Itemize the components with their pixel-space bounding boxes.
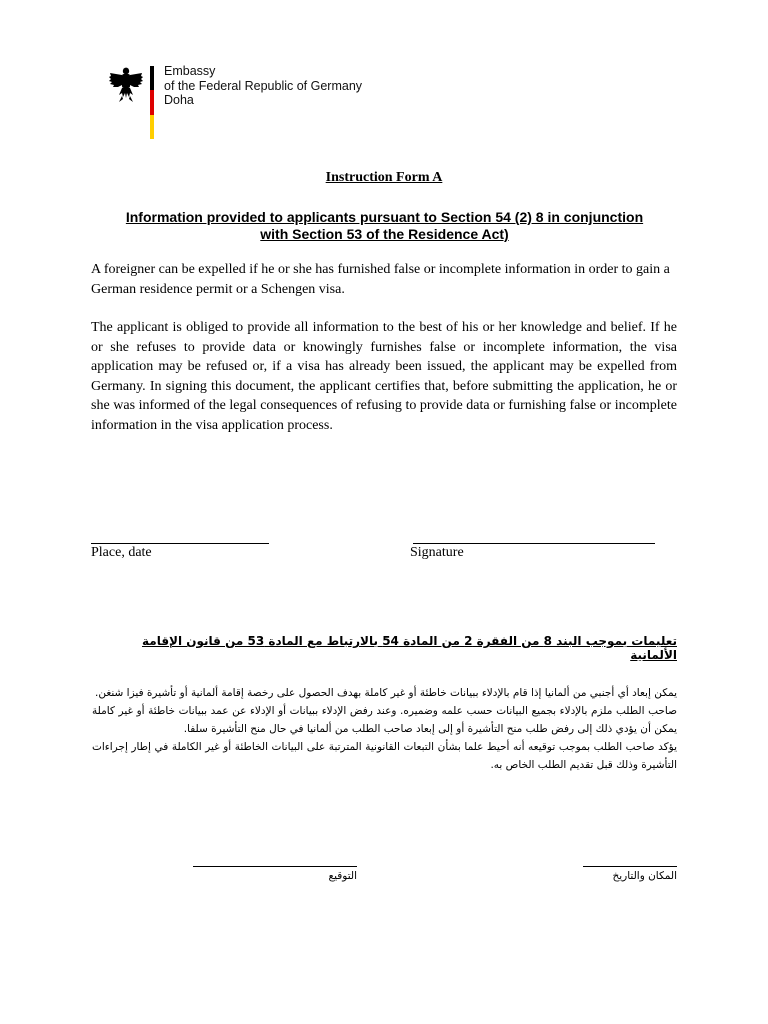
german-flag-bar	[150, 66, 154, 139]
arabic-paragraph: يمكن إبعاد أي أجنبي من ألمانيا إذا قام بالإدلاء ببيانات خاطئة أو غير كاملة بهدف الحصول على رخصة إقامة ألمانية أو تأشيرة فيزا شنغن.	[94, 687, 677, 699]
embassy-line: Doha	[164, 93, 194, 107]
arabic-body	[92, 684, 677, 774]
signature-line	[413, 543, 655, 544]
info-heading-line: with Section 53 of the Residence Act)	[260, 226, 509, 242]
embassy-name	[164, 64, 362, 108]
arabic-place-date-line	[583, 866, 677, 867]
flag-stripe-gold	[150, 115, 154, 139]
place-date-line	[91, 543, 269, 544]
arabic-paragraph: يؤكد صاحب الطلب بموجب توقيعه أنه أحيط علما بشأن التبعات القانونية المترتبة على البيانات الخاطئة أو غير الكاملة في إطار إجراءات التأشيرة وذلك قبل تقديم الطلب الخاص به.	[92, 741, 677, 771]
flag-stripe-black	[150, 66, 154, 90]
arabic-signature-label: التوقيع	[328, 870, 357, 882]
arabic-paragraph: صاحب الطلب ملزم بالإدلاء بجميع البيانات حسب علمه وضميره. وعند رفض الإدلاء ببيانات أو الإدلاء عن عمد ببيانات خاطئة أو غير كاملة يمكن أن يؤدي ذلك إلى رفض طلب منح التأشيرة أو إلى إبعاد صاحب الطلب من ألمانيا في حال منح التأشيرة سلفا.	[92, 705, 677, 735]
signature-label: Signature	[410, 545, 464, 560]
form-title: Instruction Form A	[325, 170, 443, 185]
info-heading-line: Information provided to applicants pursuant to Section 54 (2) 8 in conjunction	[125, 209, 644, 225]
paragraph-applicant-obligation: The applicant is obliged to provide all information to the best of his or her knowledge and belief. If he or she refuses to provide data or knowingly furnishes false or incomplete information, the visa application may be refused or, if a visa has already been issued, the applicant may be expelled from Germany. In signing this document, the applicant certifies that, before submitting the application, he or she was informed of the legal consequences of refusing to provide data or furnishing false or incomplete information in the visa application process.	[91, 320, 677, 433]
flag-stripe-red	[150, 90, 154, 114]
arabic-place-date-label: المكان والتاريخ	[612, 870, 677, 882]
arabic-heading: تعليمات بموجب البند 8 من الفقرة 2 من المادة 54 بالارتباط مع المادة 53 من قانون الإقامة الألمانية	[141, 634, 677, 662]
federal-eagle-icon	[109, 65, 143, 103]
eagle-emblem-svg	[109, 65, 143, 103]
place-date-label: Place, date	[91, 545, 152, 560]
embassy-line: Embassy	[164, 64, 216, 78]
paragraph-expulsion-notice: A foreigner can be expelled if he or she has furnished false or incomplete information in order to gain a German residence permit or a Schengen visa.	[91, 262, 670, 297]
arabic-signature-line	[193, 866, 357, 867]
info-heading	[92, 209, 677, 243]
embassy-line: of the Federal Republic of Germany	[164, 78, 363, 93]
